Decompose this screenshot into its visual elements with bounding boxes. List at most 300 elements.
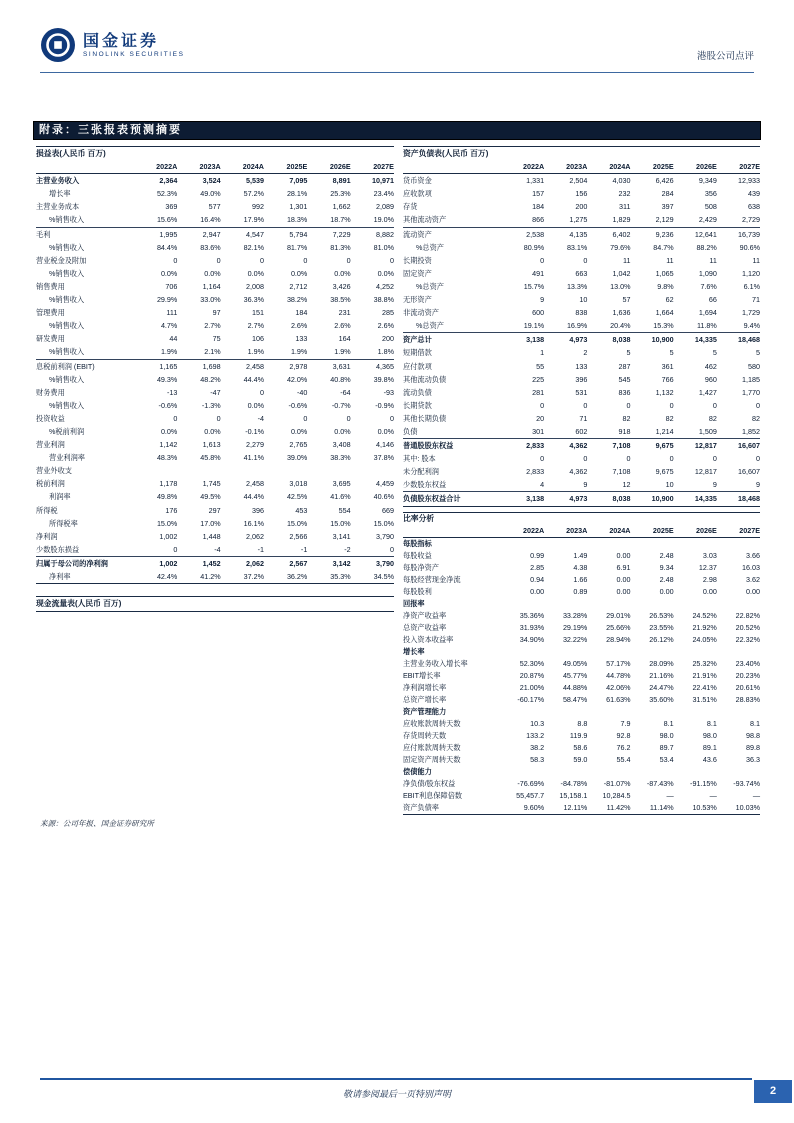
table-row (403, 412, 760, 425)
cell (544, 706, 587, 718)
page-header (40, 22, 754, 68)
cell: -0.6% (158, 400, 178, 410)
cell: 508 (704, 202, 717, 212)
cell: 25.3% (330, 189, 351, 199)
cell: 4.38 (573, 562, 588, 572)
table-row (403, 293, 760, 306)
cell: 3,426 (332, 281, 351, 291)
table-row (403, 399, 760, 412)
cell: 0 (259, 387, 264, 397)
row-label: %销售收入 (49, 321, 85, 331)
brand-text (83, 33, 185, 58)
cell: 577 (208, 202, 221, 212)
cell: -1 (300, 544, 308, 554)
cell: 0 (669, 454, 674, 464)
cell: 2,566 (289, 531, 308, 541)
table-row (403, 465, 760, 478)
table-row (403, 766, 760, 778)
cell: 97 (212, 308, 221, 318)
cell: 2,504 (569, 176, 588, 186)
cell: -93.74% (733, 778, 760, 788)
row-label: 其他流动负债 (403, 374, 447, 384)
row-label (403, 525, 501, 537)
cell: -76.69% (517, 778, 545, 788)
cell (587, 147, 630, 160)
table-row (403, 452, 760, 465)
table-title-row (403, 513, 760, 525)
table-title: 资产负债表(人民币 百万) (403, 149, 489, 158)
cell (674, 513, 717, 525)
cell: 2,429 (698, 215, 717, 225)
cell: 1,694 (698, 308, 717, 318)
cell: 16.4% (200, 215, 221, 225)
cell: 28.09% (649, 658, 674, 668)
cell: 1,452 (202, 558, 221, 568)
row-label: 所得税 (36, 505, 58, 515)
cell: 397 (661, 202, 674, 212)
cell: 45.77% (562, 670, 588, 680)
cell: 31.93% (519, 622, 545, 632)
row-label: 主营业务收入 (36, 176, 80, 186)
cell: 24.05% (692, 634, 717, 644)
cell: 6.1% (743, 281, 760, 291)
cell: 1.49 (573, 550, 588, 560)
row-label: 每股经营现金净流 (403, 574, 461, 584)
cell: 8,038 (612, 335, 631, 345)
table-row (403, 187, 760, 200)
table-row (36, 386, 394, 399)
table-row (403, 754, 760, 766)
cell: 83.1% (566, 242, 588, 252)
cell: 35.3% (330, 572, 351, 581)
cell: 44.88% (562, 682, 588, 692)
row-label: 净资产收益率 (403, 610, 447, 620)
cell: 44 (169, 334, 178, 344)
cell: 42.06% (606, 682, 631, 692)
cell: 4,365 (375, 361, 394, 371)
row-label: 营业税金及附加 (36, 255, 87, 265)
cell: 0.0% (160, 268, 178, 278)
cell: 580 (748, 361, 760, 371)
cell: 1,698 (202, 361, 221, 371)
cell: 18,468 (738, 335, 760, 345)
cell: 2,765 (289, 440, 308, 450)
cell: 11.8% (696, 321, 717, 331)
cell: 20.61% (735, 682, 760, 692)
cell: 42.0% (286, 374, 308, 384)
cell: 37.2% (243, 572, 264, 581)
cell: 2 (583, 348, 588, 358)
cell: 9 (756, 480, 760, 490)
row-label: 长期投资 (403, 255, 432, 265)
cell: 0.0% (247, 268, 264, 278)
row-label: 资产总计 (403, 335, 432, 345)
cell: 2,833 (526, 441, 545, 451)
cell (501, 598, 544, 610)
cell: 0.89 (573, 586, 588, 596)
cell: 98.0 (702, 730, 717, 740)
cell (587, 513, 630, 525)
cell: 15.7% (523, 281, 545, 291)
cell: 4,459 (375, 479, 394, 489)
cell: 156 (575, 189, 588, 199)
cell (544, 538, 587, 550)
cell: 84.4% (156, 242, 178, 252)
cell: 4,135 (569, 229, 588, 239)
year-header: 2022A (156, 162, 178, 172)
year-header: 2023A (566, 525, 588, 535)
cell (674, 598, 717, 610)
cell (264, 464, 307, 477)
cell: 1,214 (655, 426, 674, 436)
row-label: 净利润增长率 (403, 682, 447, 692)
cell: 133 (295, 334, 308, 344)
cell: 34.5% (373, 572, 394, 581)
table-row (403, 254, 760, 267)
cell: 13.3% (566, 281, 588, 291)
cell: 49.3% (156, 374, 178, 384)
cell: 3.03 (702, 550, 717, 560)
table-row (403, 586, 760, 598)
cell (717, 598, 760, 610)
cell: 2,712 (289, 281, 308, 291)
cell: 2,279 (245, 440, 264, 450)
cell: 9 (583, 480, 588, 490)
row-label: 少数股东权益 (403, 480, 447, 490)
cell: 10,971 (372, 176, 394, 186)
table-row (36, 570, 394, 583)
year-header: 2023A (566, 162, 588, 172)
cell: 0 (626, 454, 631, 464)
cell: 0.00 (702, 586, 717, 596)
cell: 24.52% (692, 610, 717, 620)
cell: 8,891 (332, 176, 351, 186)
cell: 39.8% (373, 374, 394, 384)
cell: 0 (173, 544, 178, 554)
cell: 638 (748, 202, 760, 212)
table-row (36, 477, 394, 490)
cell: 21.16% (649, 670, 674, 680)
table-row (403, 213, 760, 226)
cell: 200 (381, 334, 394, 344)
cell: 8.8 (577, 718, 588, 728)
cell: 17.0% (200, 518, 221, 528)
year-header: 2026E (329, 162, 351, 172)
cell: 19.1% (523, 321, 545, 331)
cell: 39.0% (286, 453, 308, 463)
cell: 34.90% (519, 634, 545, 644)
table-row (403, 550, 760, 562)
cell: 0 (540, 400, 545, 410)
cell: -81.07% (603, 778, 631, 788)
cell: 15.0% (156, 518, 178, 528)
cell (221, 464, 264, 477)
table-row (403, 538, 760, 550)
brand-name-cn: 国金证券 (83, 32, 160, 50)
table-row (403, 634, 760, 646)
cell: 164 (338, 334, 351, 344)
cell (177, 464, 220, 477)
cell: 9,349 (698, 176, 717, 186)
table-row (36, 451, 394, 464)
cell: 15.0% (330, 518, 351, 528)
cell: 20.87% (519, 670, 545, 680)
cell: 89.1 (702, 742, 717, 752)
cell: 1,636 (612, 308, 631, 318)
table-row (36, 438, 394, 451)
cell (351, 147, 394, 160)
cell: -84.78% (560, 778, 588, 788)
cell: 21.91% (692, 670, 717, 680)
table-row (403, 670, 760, 682)
cell (631, 646, 674, 658)
cell: 23.4% (373, 189, 394, 199)
table-row (36, 267, 394, 280)
cell (501, 538, 544, 550)
row-label: %销售收入 (49, 374, 85, 384)
cell: 2,458 (245, 479, 264, 489)
cell: 57 (622, 295, 631, 305)
cell: 0 (540, 255, 545, 265)
cell (307, 464, 350, 477)
table-row (403, 491, 760, 505)
cell: 15.0% (373, 518, 394, 528)
cell: 89.8 (746, 742, 760, 752)
cell: 866 (532, 215, 545, 225)
year-header: 2025E (652, 162, 674, 172)
cell: 38.3% (330, 453, 351, 463)
cell: -0.1% (245, 426, 264, 436)
cell: 19.0% (373, 215, 394, 225)
cell: 81.7% (286, 242, 308, 252)
row-label: 总资产收益率 (403, 622, 447, 632)
table-row (403, 478, 760, 491)
cell: 82 (708, 413, 717, 423)
cell: 1,448 (202, 531, 221, 541)
table-row (36, 254, 394, 267)
cell: 1.9% (247, 347, 264, 357)
cell: 44.78% (606, 670, 631, 680)
cell: 38.8% (373, 295, 394, 305)
table-row (36, 490, 394, 503)
cell (674, 646, 717, 658)
cell: 0.00 (616, 574, 631, 584)
cell: 71 (579, 413, 588, 423)
row-label: 未分配利润 (403, 467, 439, 477)
cell: 1.66 (573, 574, 588, 584)
cell: 82 (665, 413, 674, 423)
row-label: 研发费用 (36, 334, 65, 344)
row-label: %销售收入 (49, 268, 85, 278)
cell: 1,142 (159, 440, 178, 450)
year-header: 2027E (739, 162, 760, 172)
cell: 602 (575, 426, 588, 436)
cell: 2.48 (659, 574, 674, 584)
cell: 81.3% (330, 242, 351, 252)
cell (587, 766, 630, 778)
cell: 0 (540, 454, 545, 464)
table-row (36, 306, 394, 319)
cell: 0.0% (204, 426, 221, 436)
cell: -87.43% (646, 778, 674, 788)
cell: 0 (216, 413, 221, 423)
cell: 23.40% (735, 658, 760, 668)
cell: 491 (532, 268, 545, 278)
row-label: 负债股东权益合计 (403, 494, 461, 504)
row-label: %总资产 (416, 321, 444, 331)
cash-flow-table-title: 现金流量表(人民币 百万) (36, 596, 394, 612)
cell: 4,973 (569, 335, 588, 345)
cell: 42.5% (286, 492, 308, 502)
table-years-row (36, 160, 394, 174)
cell: 0 (712, 454, 717, 464)
cell: 0 (669, 400, 674, 410)
cell: 1,185 (742, 374, 760, 384)
cell: 6.91 (616, 562, 631, 572)
cell: 3,141 (332, 531, 351, 541)
cell: 3,695 (332, 479, 351, 489)
cell: 35.36% (519, 610, 545, 620)
table-row (403, 778, 760, 790)
row-label: 归属于母公司的净利润 (36, 558, 108, 568)
table-row (403, 346, 760, 359)
cell: 7,229 (332, 229, 351, 239)
cell: 200 (575, 202, 588, 212)
cell: 15.3% (653, 321, 674, 331)
cell: 57.2% (243, 189, 264, 199)
cell: 396 (575, 374, 588, 384)
cell (501, 147, 544, 160)
cell: 0 (389, 255, 394, 265)
cell: 453 (295, 505, 308, 515)
table-row (403, 742, 760, 754)
cell: -47 (210, 387, 221, 397)
cell: 2.1% (204, 347, 221, 357)
cell: 98.8 (746, 730, 760, 740)
table-row (36, 187, 394, 200)
table-row (403, 267, 760, 280)
cell: 49.5% (200, 492, 221, 502)
cell: 12,817 (694, 467, 717, 477)
cell: 57.17% (606, 658, 631, 668)
cell: 1,427 (698, 387, 717, 397)
cell: 356 (704, 189, 717, 199)
cell: 1,002 (159, 531, 178, 541)
cell: 1,164 (202, 281, 221, 291)
cell: 9.4% (743, 321, 760, 331)
cell: 21.92% (692, 622, 717, 632)
cell: 1,745 (202, 479, 221, 489)
cell: 9.60% (523, 802, 545, 812)
cell: 11 (666, 255, 674, 265)
cell: 14,335 (694, 494, 717, 504)
cell: 0 (583, 454, 588, 464)
cell: 32.22% (562, 634, 588, 644)
cell: 38.2 (530, 742, 545, 752)
cell: 600 (532, 308, 545, 318)
cell: 0 (259, 255, 264, 265)
row-label: %销售收入 (49, 400, 85, 410)
cell: 106 (251, 334, 264, 344)
cell: 11 (623, 255, 631, 265)
cell: 35.60% (649, 694, 674, 704)
cell (674, 766, 717, 778)
cell: 88.2% (696, 242, 717, 252)
cell: 62 (665, 295, 674, 305)
year-header: 2026E (696, 525, 717, 535)
cell: 10 (579, 295, 588, 305)
cell: 44.4% (243, 492, 264, 502)
table-row (36, 213, 394, 226)
cell: 12,641 (694, 229, 717, 239)
cell: 37.8% (373, 453, 394, 463)
cell: 82 (622, 413, 631, 423)
row-label: 短期借款 (403, 348, 432, 358)
table-row (36, 227, 394, 241)
cell: 25.32% (692, 658, 717, 668)
cell: 20.23% (735, 670, 760, 680)
cell: 20 (536, 413, 545, 423)
table-row (36, 319, 394, 332)
cell: 12.11% (563, 802, 588, 812)
row-label: 净利润 (36, 531, 58, 541)
left-column (36, 146, 394, 815)
cell: 706 (165, 281, 178, 291)
row-label: 增长率 (403, 646, 425, 656)
appendix-title-bar: 附录：三张报表预测摘要 (33, 121, 761, 140)
row-label: 营业利润率 (49, 453, 85, 463)
cell: 0.0% (204, 268, 221, 278)
cell (307, 147, 350, 160)
cell: — (666, 790, 674, 800)
table-row (36, 556, 394, 570)
table-row (403, 425, 760, 438)
cell: 23.55% (649, 622, 674, 632)
cell: 10 (665, 480, 674, 490)
cell: 0.94 (530, 574, 545, 584)
brand-name-en: SINOLINK SECURITIES (83, 50, 185, 58)
cell: 1,132 (655, 387, 674, 397)
row-label: 其他流动资产 (403, 215, 447, 225)
row-label: 资产管理能力 (403, 706, 447, 716)
cell: 13.0% (610, 281, 631, 291)
cell: 48.3% (156, 453, 178, 463)
cell: 4,547 (245, 229, 264, 239)
cell: 2.48 (659, 550, 674, 560)
cell: 38.2% (286, 295, 308, 305)
cell: 40.6% (373, 492, 394, 502)
cell: 55 (536, 361, 545, 371)
cell: 0.0% (334, 268, 351, 278)
cell: 2,947 (202, 229, 221, 239)
row-label: 流动负债 (403, 387, 432, 397)
row-label: 销售费用 (36, 281, 65, 291)
cell: 0.99 (530, 550, 545, 560)
table-row (403, 373, 760, 386)
cell: 44.4% (243, 374, 264, 384)
cell: 396 (251, 505, 264, 515)
balance-sheet-table (403, 146, 760, 507)
cell: 1,042 (612, 268, 631, 278)
year-header: 2025E (652, 525, 674, 535)
cell: 3.62 (746, 574, 760, 584)
cell: 0 (346, 255, 351, 265)
cell: 836 (618, 387, 631, 397)
table-row (403, 646, 760, 658)
row-label: 税前利润 (36, 479, 65, 489)
cell: 1,729 (742, 308, 760, 318)
row-label: 增长率 (49, 189, 71, 199)
